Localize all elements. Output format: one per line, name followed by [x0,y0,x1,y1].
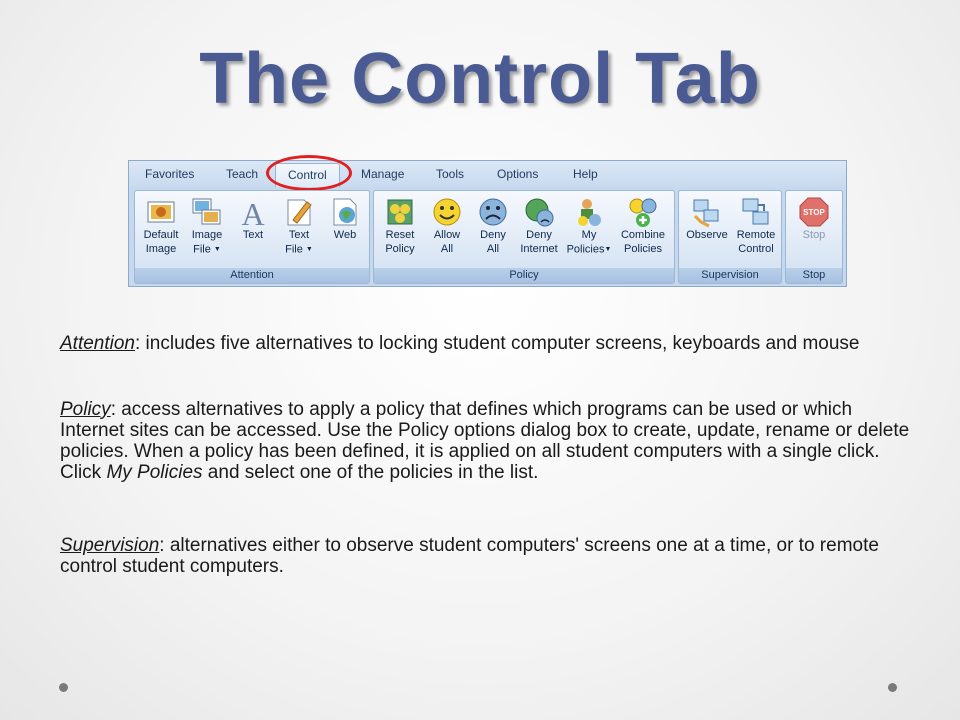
button-label-text: File [285,243,303,256]
tab-favorites[interactable]: Favorites [145,167,195,181]
attention-term: Attention [60,333,135,354]
attention-description [60,333,910,354]
button-label: Image [145,243,177,255]
supervision-term: Supervision [60,535,160,556]
group-label: Stop [786,268,842,283]
button-label: Remote [736,229,776,241]
button-label: Control [738,243,774,255]
button-label: Text [288,229,310,241]
ribbon-tab-bar [129,161,846,187]
tab-tools[interactable]: Tools [436,167,465,181]
button-label: Observe [686,229,728,241]
reset-policy-button[interactable] [377,194,423,266]
button-label: Web [333,229,357,241]
button-label [276,243,322,256]
button-label: All [440,243,454,255]
dropdown-caret-icon: ▼ [305,246,313,253]
group-label: Attention [135,268,369,283]
web-button[interactable] [322,194,368,266]
decorative-dot-right [888,683,897,692]
remote-control-icon [740,196,772,228]
ribbon-group-supervision [678,190,782,284]
button-label: Policy [385,243,415,255]
combine-policies-icon [627,196,659,228]
tab-control[interactable]: Control [275,163,340,187]
sad-face-icon [477,196,509,228]
tab-help[interactable]: Help [573,167,598,181]
observe-button[interactable] [683,194,731,266]
slide-title: The Control Tab [199,39,761,119]
tab-teach[interactable]: Teach [226,167,259,181]
image-file-button[interactable] [184,194,230,266]
stop-sign-text: STOP [803,208,825,217]
reset-policy-icon [384,196,416,228]
ribbon-group-policy [373,190,675,284]
smiley-face-icon [431,196,463,228]
button-label-text: File [193,243,211,256]
deny-all-button[interactable] [470,194,516,266]
allow-all-button[interactable] [424,194,470,266]
text-button[interactable] [230,194,276,266]
button-label: Image [191,229,223,241]
button-label [562,243,616,256]
pictures-icon [191,196,223,228]
picture-icon [145,196,177,228]
policy-term: Policy [60,399,111,420]
policy-description [60,399,910,483]
my-policies-button[interactable] [562,194,616,266]
tab-options[interactable]: Options [497,167,539,181]
ribbon-group-stop [785,190,843,284]
web-page-globe-icon [329,196,361,228]
decorative-dot-left [59,683,68,692]
supervision-text: : alternatives either to observe student computers' screens one at a time, or to remote control student computers. [60,535,879,577]
globe-sad-face-icon [523,196,555,228]
policy-text-1: : access alternatives to apply a policy that defines which programs can be used or which Internet sites can be accessed. Use the Policy options dialog box to create, update, rename or delete policies. When a policy has been defined, it is applied on all student computers with a single click. Click [60,399,910,483]
attention-text: : includes five alternatives to locking student computer screens, keyboards and mouse [135,333,860,354]
stop-button[interactable] [791,194,837,266]
dropdown-caret-icon: ▼ [604,246,612,253]
supervision-description [60,535,910,577]
svg-text:A: A [241,196,265,228]
policy-my-policies-emphasis: My Policies [106,462,203,483]
button-label: Deny [526,229,552,241]
combine-policies-button[interactable] [616,194,670,266]
highlight-circle [266,155,352,191]
button-label: Default [143,229,179,241]
button-label: My [581,229,597,241]
button-label: Text [242,229,264,241]
button-label: Reset [385,229,415,241]
deny-internet-button[interactable] [516,194,562,266]
document-pencil-icon [283,196,315,228]
policy-text-2: and select one of the policies in the list. [202,462,539,483]
group-label: Supervision [679,268,781,283]
user-policies-icon [573,196,605,228]
group-label: Policy [374,268,674,283]
text-file-button[interactable] [276,194,322,266]
button-label: All [486,243,500,255]
button-label: Allow [433,229,461,241]
button-label: Deny [480,229,506,241]
button-label: Combine [620,229,666,241]
remote-control-button[interactable] [732,194,780,266]
tab-manage[interactable]: Manage [361,167,405,181]
dropdown-caret-icon: ▼ [213,246,221,253]
letter-a-icon [237,196,269,228]
default-image-button[interactable] [138,194,184,266]
stop-sign-icon [798,196,830,228]
button-label: Policies [624,243,662,255]
observe-screens-icon [691,196,723,228]
button-label: Stop [802,229,826,241]
ribbon-toolbar [128,160,847,287]
button-label: Internet [520,243,558,255]
button-label-text: Policies [566,243,605,256]
ribbon-group-attention [134,190,370,284]
button-label [184,243,230,256]
